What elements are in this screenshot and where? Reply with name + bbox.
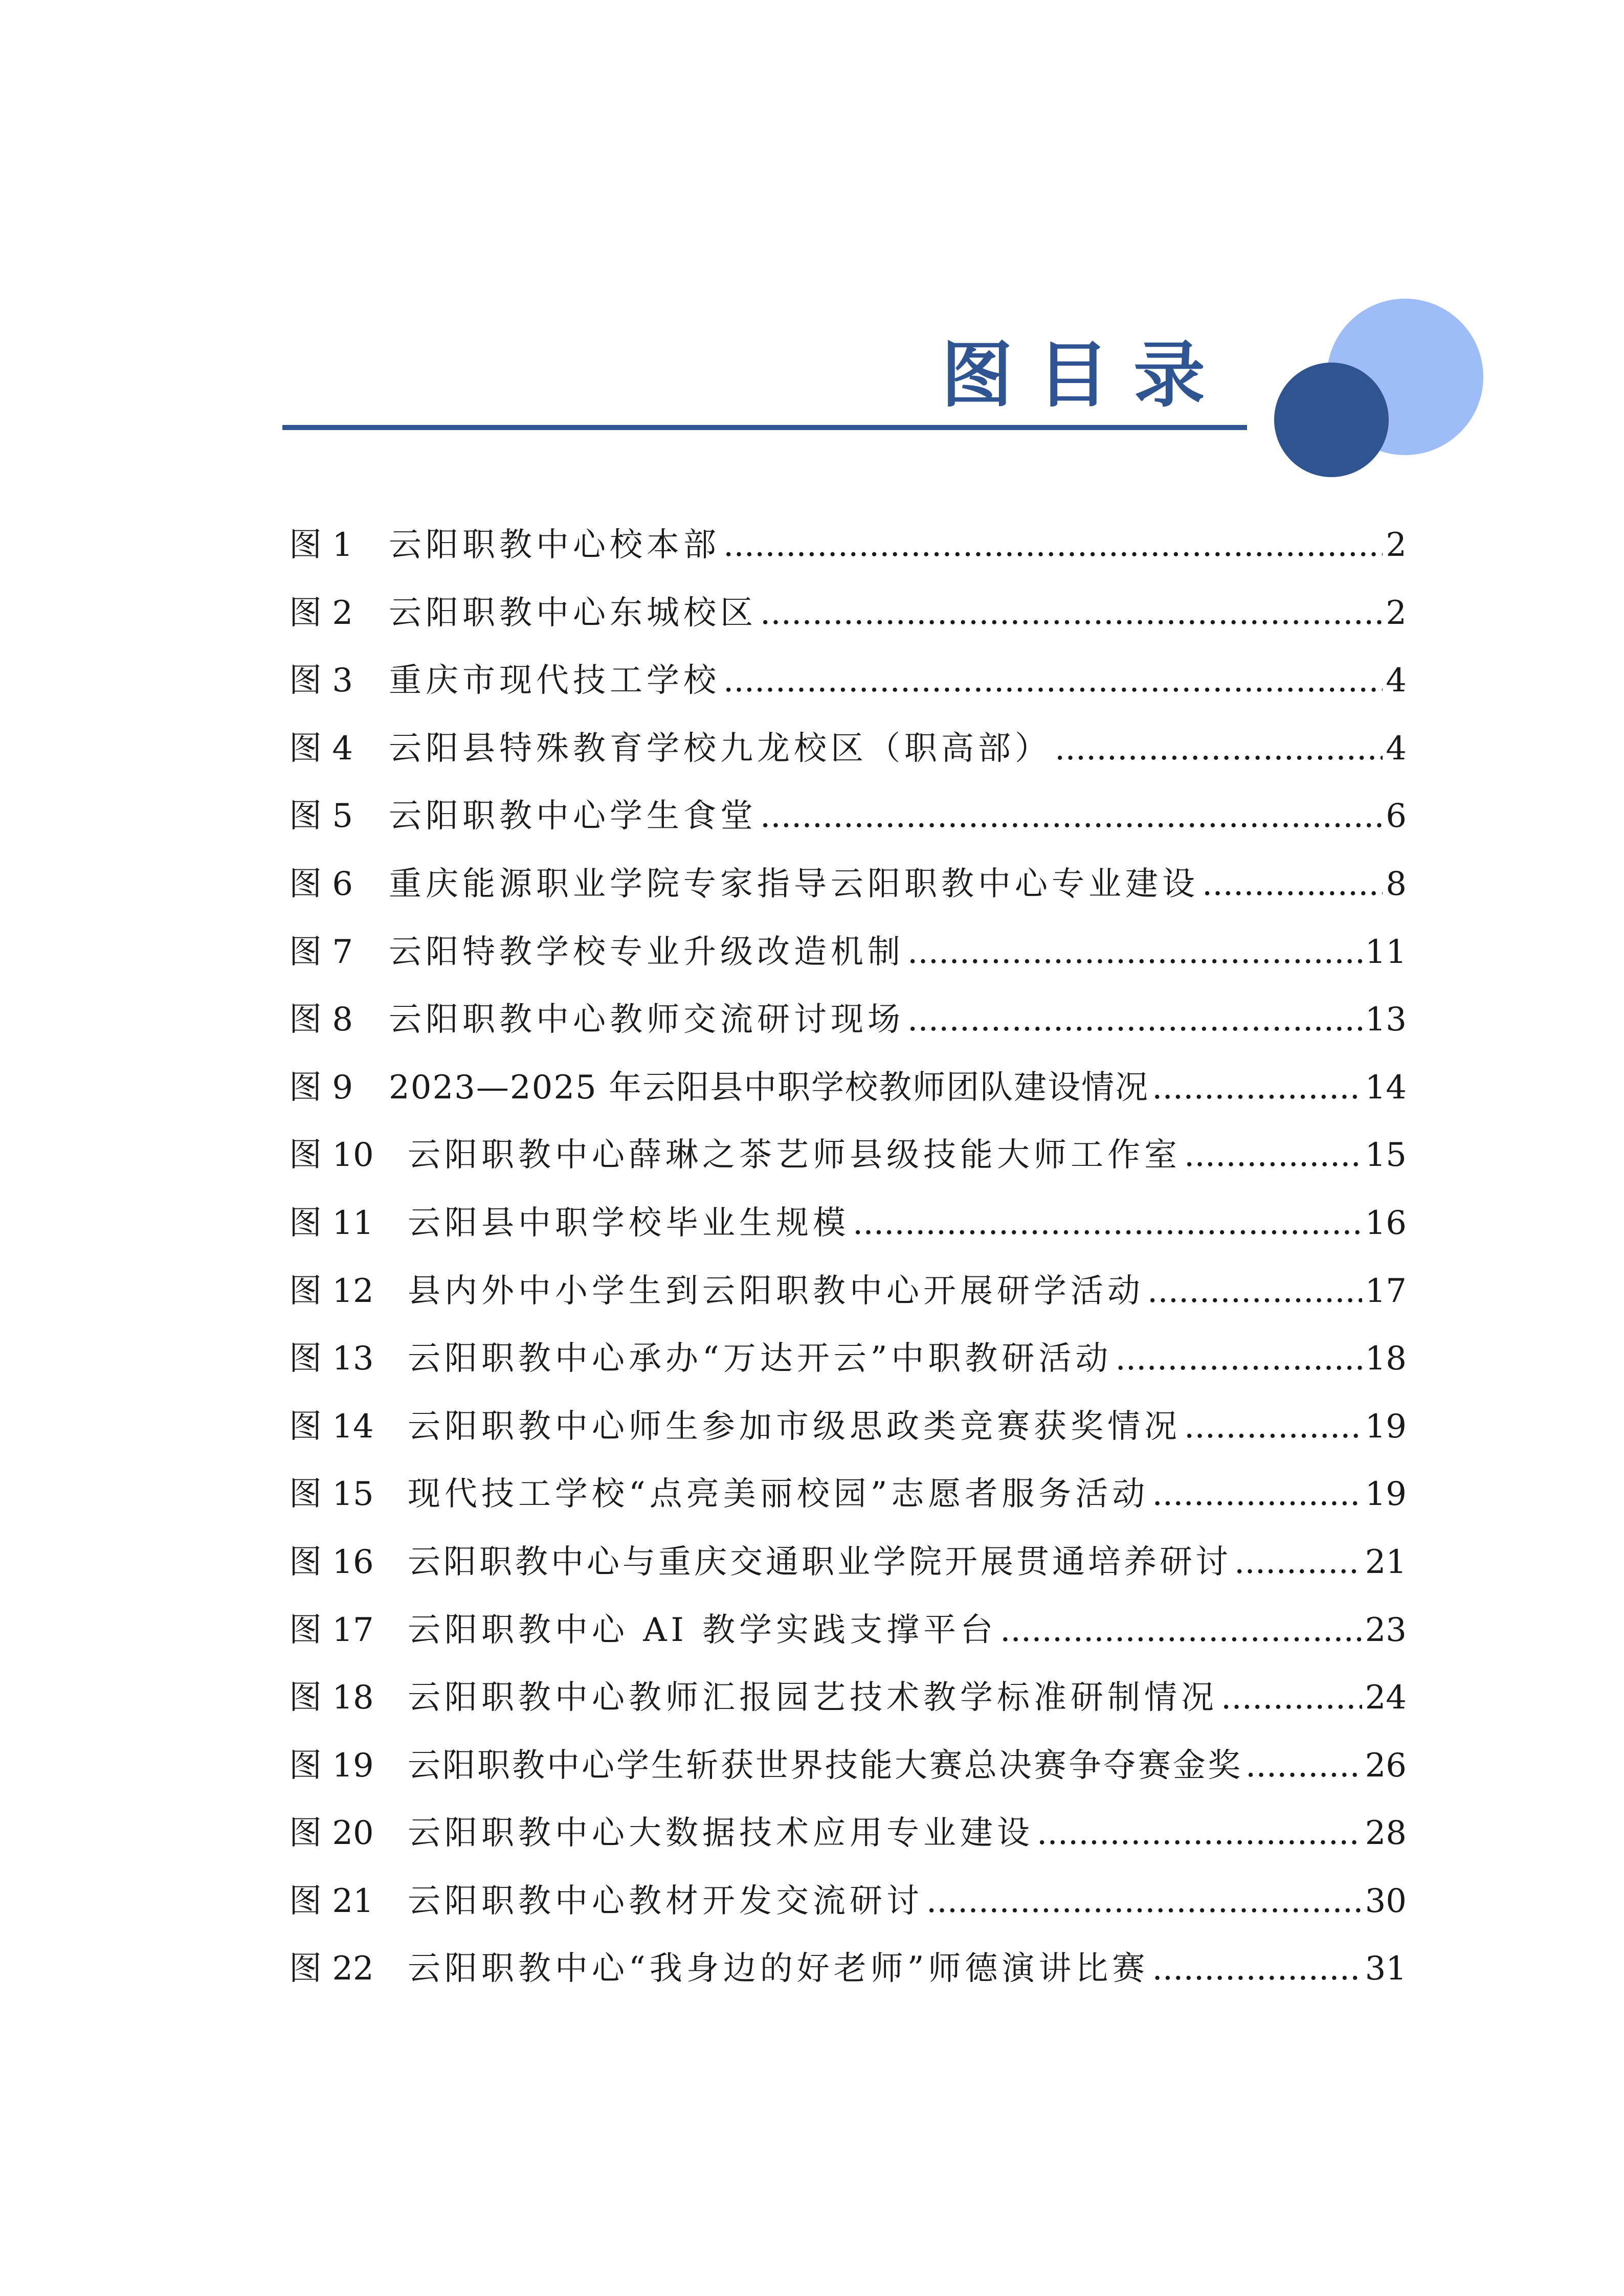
page-number: 16 [1365,1204,1407,1242]
toc-entry[interactable] [289,1596,1407,1664]
page-number: 2 [1386,526,1407,564]
figure-number: 图 2 [289,594,353,632]
page-number: 13 [1365,1001,1407,1039]
figure-number: 图 12 [289,1272,374,1310]
dot-leader [1152,1054,1362,1122]
toc-entry[interactable] [289,782,1407,850]
page-number: 19 [1365,1407,1407,1446]
figure-title: 重庆市现代技工学校 [389,662,720,700]
page-number: 28 [1365,1814,1407,1853]
page-number: 2 [1386,594,1407,632]
page-number: 17 [1365,1272,1407,1310]
figure-number: 图 1 [289,526,353,564]
figure-title: 云阳职教中心教师汇报园艺技术教学标准研制情况 [408,1679,1218,1717]
page-number: 23 [1365,1611,1407,1649]
figure-number: 图 6 [289,865,353,903]
page-number: 30 [1365,1882,1407,1920]
page-number: 11 [1365,933,1407,971]
dot-leader [1000,1596,1362,1664]
dot-leader [723,511,1383,579]
toc-entry[interactable] [289,1325,1407,1393]
page-title: 图目录 [941,334,1230,417]
figure-number: 图 13 [289,1340,374,1378]
dot-leader [1221,1664,1362,1732]
dot-leader [853,1189,1362,1257]
page-number: 31 [1365,1950,1407,1988]
figure-number: 图 22 [289,1950,374,1988]
figure-title: 云阳职教中心学生食堂 [389,797,757,836]
figure-number: 图 16 [289,1543,374,1581]
toc-entry[interactable] [289,1257,1407,1325]
dot-leader [1147,1257,1362,1325]
figure-title: 云阳职教中心学生斩获世界技能大赛总决赛争夺赛金奖 [408,1746,1242,1785]
figure-number: 图 14 [289,1407,374,1446]
dot-leader [1037,1799,1362,1867]
dot-leader [1152,1935,1362,2003]
title-underline [282,425,1247,430]
toc-entry[interactable] [289,1054,1407,1122]
figure-title: 重庆能源职业学院专家指导云阳职教中心专业建设 [389,865,1199,903]
figure-number: 图 20 [289,1814,374,1853]
toc-entry[interactable] [289,1732,1407,1800]
figure-title: 云阳职教中心东城校区 [389,594,757,632]
figure-number: 图 10 [289,1136,374,1175]
figure-number: 图 15 [289,1475,374,1514]
toc-entry[interactable] [289,1799,1407,1867]
toc-entry[interactable] [289,1189,1407,1257]
dot-leader [1234,1528,1362,1596]
dot-leader [1152,1460,1362,1528]
toc-entry[interactable] [289,1393,1407,1461]
figure-title: 云阳职教中心教师交流研讨现场 [389,1001,904,1039]
toc-entry[interactable] [289,1460,1407,1528]
page-number: 21 [1365,1543,1407,1581]
dot-leader [760,782,1383,850]
dot-leader [1184,1393,1362,1461]
figure-title: 云阳职教中心薛琳之茶艺师县级技能大师工作室 [408,1136,1181,1175]
page-number: 14 [1365,1068,1407,1107]
figure-number: 图 19 [289,1746,374,1785]
figure-title: 县内外中小学生到云阳职教中心开展研学活动 [408,1272,1144,1310]
page-number: 24 [1365,1679,1407,1717]
figure-title: 云阳职教中心教材开发交流研讨 [408,1882,923,1920]
figure-number: 图 4 [289,729,353,768]
toc-entry[interactable] [289,918,1407,986]
toc-entry[interactable] [289,1528,1407,1596]
toc-entry[interactable] [289,579,1407,647]
figure-title: 云阳职教中心 AI 教学实践支撑平台 [408,1611,997,1649]
toc-entry[interactable] [289,647,1407,715]
figure-number: 图 17 [289,1611,374,1649]
dot-leader [1055,715,1383,783]
toc-entry[interactable] [289,986,1407,1054]
toc-entry[interactable] [289,511,1407,579]
dot-leader [723,647,1383,715]
figure-title: 现代技工学校“点亮美丽校园”志愿者服务活动 [408,1475,1149,1514]
dot-leader [760,579,1383,647]
figure-title: 云阳职教中心校本部 [389,526,720,564]
toc-entry[interactable] [289,1867,1407,1935]
page-number: 26 [1365,1746,1407,1785]
figure-number: 图 18 [289,1679,374,1717]
figure-list [289,511,1407,2003]
figure-number: 图 9 [289,1068,353,1107]
figure-number: 图 8 [289,1001,353,1039]
figure-title: 云阳职教中心与重庆交通职业学院开展贯通培养研讨 [408,1543,1231,1581]
figure-number: 图 3 [289,662,353,700]
figure-number: 图 21 [289,1882,374,1920]
dot-leader [1115,1325,1362,1393]
toc-entry[interactable] [289,1664,1407,1732]
figure-title: 云阳特教学校专业升级改造机制 [389,933,904,971]
toc-entry[interactable] [289,1935,1407,2003]
figure-title: 云阳县特殊教育学校九龙校区（职高部） [389,729,1052,768]
page-number: 6 [1386,797,1407,836]
page-number: 18 [1365,1340,1407,1378]
dot-leader [926,1867,1362,1935]
toc-entry[interactable] [289,715,1407,783]
toc-entry[interactable] [289,850,1407,918]
figure-title: 云阳职教中心承办“万达开云”中职教研活动 [408,1340,1113,1378]
page-number: 19 [1365,1475,1407,1514]
page-number: 4 [1386,729,1407,768]
page-number: 4 [1386,662,1407,700]
figure-title: 云阳职教中心大数据技术应用专业建设 [408,1814,1034,1853]
figure-title: 2023—2025 年云阳县中职学校教师团队建设情况 [389,1068,1149,1107]
dot-leader [1202,850,1383,918]
dot-leader [907,918,1362,986]
figure-title: 云阳职教中心师生参加市级思政类竞赛获奖情况 [408,1407,1181,1446]
figure-number: 图 5 [289,797,353,836]
toc-entry[interactable] [289,1121,1407,1189]
figure-title: 云阳县中职学校毕业生规模 [408,1204,850,1242]
decorative-circle-dark [1274,363,1389,477]
dot-leader [1184,1121,1362,1189]
page-number: 15 [1365,1136,1407,1175]
figure-number: 图 11 [289,1204,374,1242]
dot-leader [1245,1732,1362,1800]
dot-leader [907,986,1362,1054]
figure-title: 云阳职教中心“我身边的好老师”师德演讲比赛 [408,1950,1149,1988]
page-number: 8 [1386,865,1407,903]
figure-number: 图 7 [289,933,353,971]
